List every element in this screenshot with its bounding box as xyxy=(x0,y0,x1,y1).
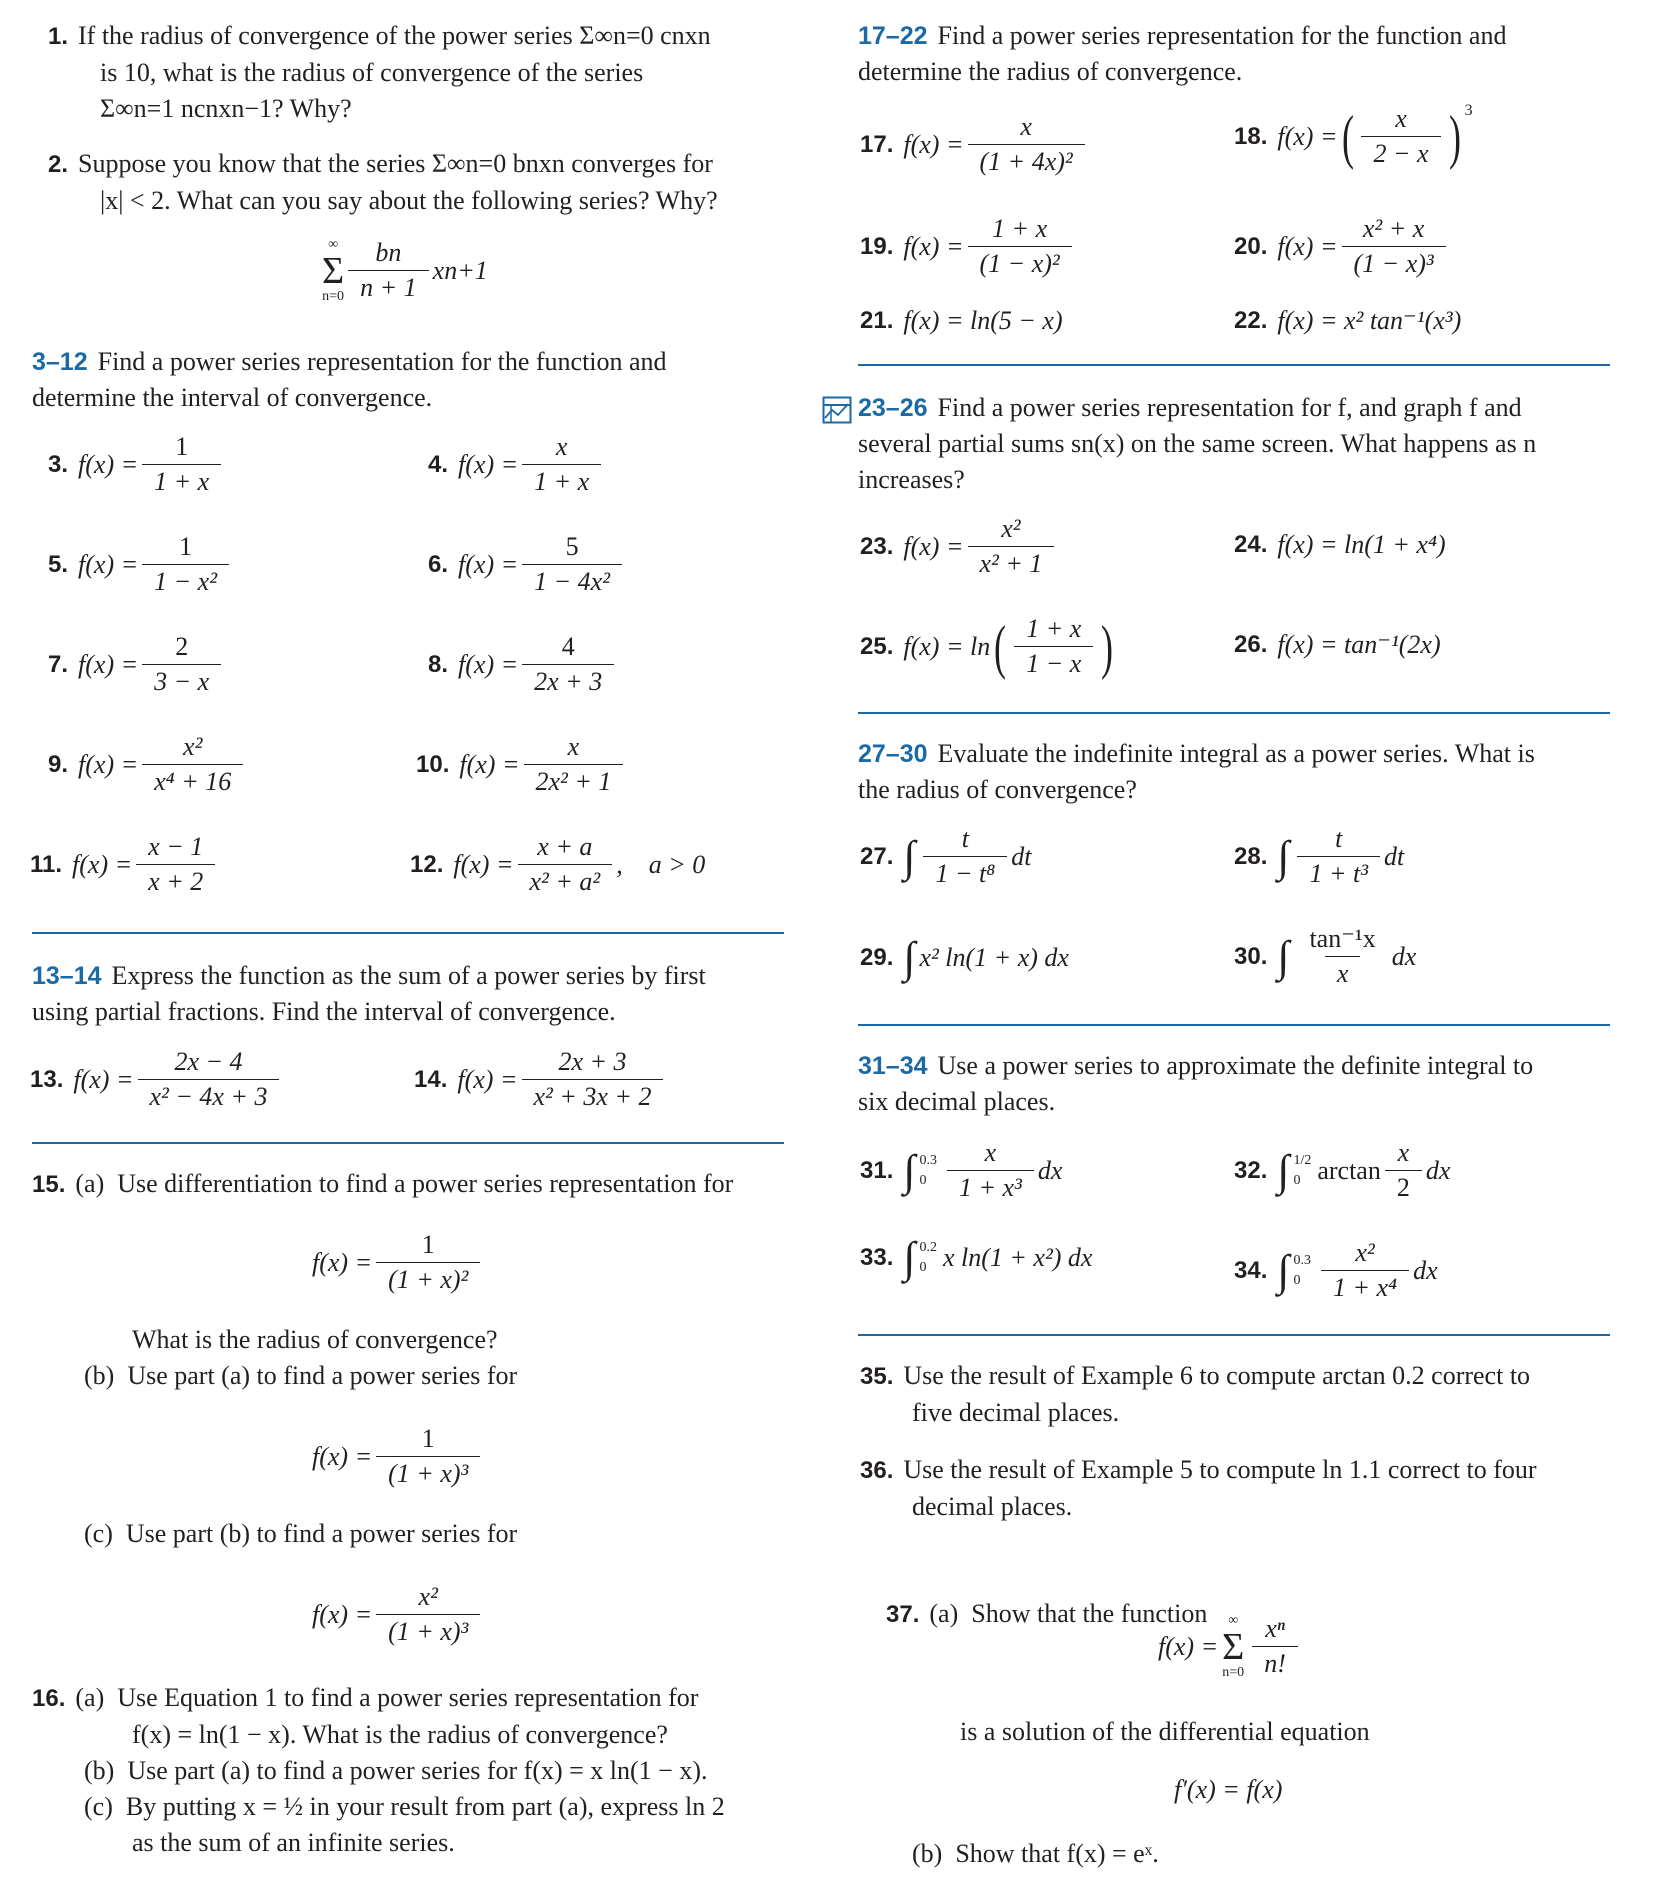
divider xyxy=(858,1024,1610,1026)
divider xyxy=(858,712,1610,714)
section-31-34: 31–34 Use a power series to approximate the definite integral to six decimal places. xyxy=(858,1051,1534,1116)
exercise-3: 3. f(x) = $\frac{1}{1 + x}$ xyxy=(48,430,225,499)
problem-15b-formula: f(x) = $\frac{1}{\text{(1 + x)³}}$ xyxy=(312,1422,484,1491)
exercise-25: 25. f(x) = ln ( $\frac{1 + x}{1 - x}$ ) xyxy=(860,613,1114,680)
problem-16: 16. (a) Use Equation 1 to find a power series representation for f(x) = ln(1 − x). What is the radius of convergence? (b) Use part (a) to find a power series for f(x) = x ln(1 − x). (c) By putting x = ½ in your result from part (a), express ln 2 as the sum of an infinite series. xyxy=(32,1683,725,1857)
problem-35: 35. Use the result of Example 6 to compute arctan 0.2 correct to five decimal places. xyxy=(860,1361,1531,1427)
section-13-14: 13–14 Express the function as the sum of a power series by first using partial fractions. Find the interval of convergence. xyxy=(32,961,706,1026)
exercise-32: 32. ∫ 1/2 0 arctan $\frac{x}{2}$ dx xyxy=(1234,1136,1450,1205)
exercise-26: 26. f(x) = tan⁻¹(2x) xyxy=(1234,630,1441,659)
problem-37-formula: f(x) = ∞ Σ n=0 $\frac{\text{xⁿ}}{n!}$ xyxy=(1158,1612,1302,1681)
exercise-5: 5. f(x) = $\frac{1}{\text{1 − x²}}$ xyxy=(48,530,233,599)
exercise-34: 34. ∫ 0.3 0 $\frac{\text{x²}}{\text{1 + x⁴}}$ dx xyxy=(1234,1236,1438,1305)
problem-36: 36. Use the result of Example 5 to compute ln 1.1 correct to four decimal places. xyxy=(860,1455,1537,1521)
section-27-30: 27–30 Evaluate the indefinite integral as a power series. What is the radius of convergence? xyxy=(858,739,1535,804)
problem-37a: 37. (a) Show that the function xyxy=(886,1599,1208,1628)
exercise-29: 29. ∫ x² ln(1 + x) dx xyxy=(860,933,1069,982)
problem-15b: (b) Use part (a) to find a power series for xyxy=(84,1361,518,1390)
exercise-9: 9. f(x) = $\frac{\text{x²}}{\text{x⁴ + 16}}$ xyxy=(48,730,247,799)
problem-37a-text: is a solution of the differential equation xyxy=(960,1717,1370,1746)
exercise-8: 8. f(x) = $\frac{4}{2x + 3}$ xyxy=(428,630,618,699)
exercise-10: 10. f(x) = $\frac{x}{\text{2x² + 1}}$ xyxy=(416,730,627,799)
problem-15c-formula: f(x) = $\frac{\text{x²}}{\text{(1 + x)³}}$ xyxy=(312,1580,484,1649)
problem-2-series: ∞ Σ n=0 $\frac{bn}{n + 1}$ xn+1 xyxy=(322,236,488,304)
problem-15a-question: What is the radius of convergence? xyxy=(132,1325,498,1354)
exercise-13: 13. f(x) = $\frac{2x - 4}{\text{x² − 4x + 3}}$ xyxy=(30,1045,283,1114)
exercise-23: 23. f(x) = $\frac{\text{x²}}{\text{x² + 1}}$ xyxy=(860,512,1058,581)
divider xyxy=(858,1334,1610,1336)
problem-15a-formula: f(x) = $\frac{1}{\text{(1 + x)²}}$ xyxy=(312,1228,484,1297)
problem-15a: 15. (a) Use differentiation to find a power series representation for xyxy=(32,1169,734,1198)
divider xyxy=(858,364,1610,366)
exercise-18: 18. f(x) = ( $\frac{x}{2 - x}$ ) 3 xyxy=(1234,102,1473,170)
fraction: $\frac{bn}{n + 1}$ xyxy=(348,236,429,305)
differential-equation: f′(x) = f(x) xyxy=(1174,1775,1283,1804)
exercise-20: 20. f(x) = $\frac{\text{x² + x}}{\text{(1 − x)³}}$ xyxy=(1234,212,1450,281)
exercise-21: 21. f(x) = ln(5 − x) xyxy=(860,306,1063,335)
exercise-7: 7. f(x) = $\frac{2}{3 - x}$ xyxy=(48,630,225,699)
problem-37b: (b) Show that f(x) = eˣ. xyxy=(912,1839,1159,1868)
section-17-22: 17–22 Find a power series representation for the function and determine the radius of convergence. xyxy=(858,21,1507,86)
exercise-11: 11. f(x) = $\frac{x - 1}{x + 2}$ xyxy=(30,830,219,899)
section-23-26: 23–26 Find a power series representation for f, and graph f and several partial sums sn(x) on the same screen. What happens as n increases? xyxy=(822,390,1536,498)
exercise-24: 24. f(x) = ln(1 + x⁴) xyxy=(1234,530,1446,559)
section-3-12: 3–12 Find a power series representation for the function and determine the interval of convergence. xyxy=(32,347,667,412)
exercise-6: 6. f(x) = $\frac{5}{\text{1 − 4x²}}$ xyxy=(428,530,626,599)
exercise-30: 30. ∫ $\frac{\text{tan⁻¹x}}{x}$ dx xyxy=(1234,922,1416,991)
exercise-31: 31. ∫ 0.3 0 $\frac{x}{\text{1 + x³}}$ dx xyxy=(860,1136,1062,1205)
problem-2: 2. Suppose you know that the series Σ∞n=0 bnxn converges for |x| < 2. What can you say about the following series? Why? xyxy=(48,149,718,215)
problem-15c: (c) Use part (b) to find a power series for xyxy=(84,1519,518,1548)
graphing-calculator-icon xyxy=(822,396,852,424)
divider xyxy=(32,1142,784,1144)
exercise-14: 14. f(x) = $\frac{2x + 3}{\text{x² + 3x + 2}}$ xyxy=(414,1045,667,1114)
divider xyxy=(32,932,784,934)
exercise-4: 4. f(x) = $\frac{x}{1 + x}$ xyxy=(428,430,605,499)
exercise-17: 17. f(x) = $\frac{x}{\text{(1 + 4x)²}}$ xyxy=(860,110,1089,179)
problem-1: 1. If the radius of convergence of the power series Σ∞n=0 cnxn is 10, what is the radius of convergence of the series Σ∞n=1 ncnxn−1? Why? xyxy=(48,21,711,123)
exercise-28: 28. ∫ $\frac{t}{\text{1 + t³}}$ dt xyxy=(1234,822,1404,891)
exercise-22: 22. f(x) = x² tan⁻¹(x³) xyxy=(1234,306,1462,335)
exercise-12: 12. f(x) = $\frac{x + a}{\text{x² + a²}}$ , a > 0 xyxy=(410,830,705,899)
exercise-33: 33. ∫ 0.2 0 x ln(1 + x²) dx xyxy=(860,1233,1093,1282)
exercise-19: 19. f(x) = $\frac{1 + x}{\text{(1 − x)²}}$ xyxy=(860,212,1076,281)
exercise-27: 27. ∫ $\frac{t}{\text{1 − t⁸}}$ dt xyxy=(860,822,1031,891)
